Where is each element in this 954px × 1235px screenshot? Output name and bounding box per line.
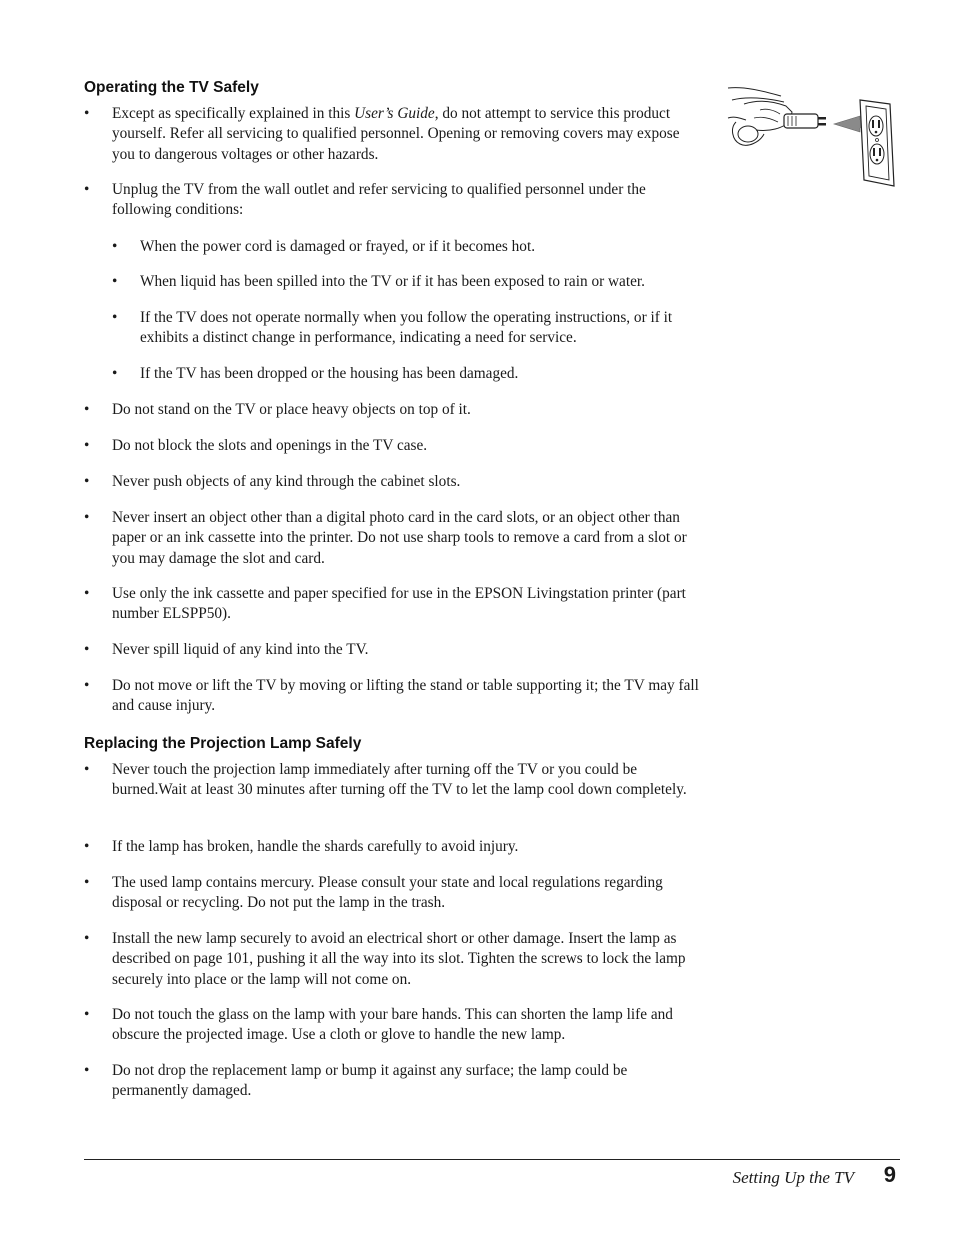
bullet: • bbox=[112, 238, 118, 255]
bullet: • bbox=[84, 641, 90, 658]
list-item-text: The used lamp contains mercury. Please consult your state and local regulations regarding disposal or recycling. Do not put the lamp in the trash. bbox=[112, 874, 663, 912]
list-item bbox=[84, 508, 704, 569]
sub-list-item-text: If the TV does not operate normally when you follow the operating instructions, or if it exhibits a distinct change in performance, indicating a need for service. bbox=[140, 309, 673, 347]
bullet: • bbox=[84, 930, 90, 947]
list-item-text: Do not stand on the TV or place heavy objects on top of it. bbox=[112, 401, 471, 418]
unplug-illustration bbox=[726, 82, 900, 190]
list-item-text: If the lamp has broken, handle the shards carefully to avoid injury. bbox=[112, 838, 519, 855]
bullet: • bbox=[84, 585, 90, 602]
bullet: • bbox=[84, 105, 90, 122]
bullet: • bbox=[84, 1006, 90, 1023]
list-item bbox=[84, 1005, 704, 1046]
sub-list-item-text: When the power cord is damaged or frayed, or if it becomes hot. bbox=[140, 238, 536, 255]
list-item-text: Do not drop the replacement lamp or bump it against any surface; the lamp could be permanently damaged. bbox=[112, 1062, 628, 1100]
list-item bbox=[84, 837, 704, 857]
list-item bbox=[84, 584, 704, 625]
list-item bbox=[84, 760, 704, 801]
bullet: • bbox=[112, 309, 118, 326]
sub-list-item bbox=[112, 364, 704, 384]
list-item-text: Do not touch the glass on the lamp with your bare hands. This can shorten the lamp life and obscure the projected image. Use a cloth or glove to handle the new lamp. bbox=[112, 1006, 673, 1044]
list-item bbox=[84, 676, 704, 717]
bullet: • bbox=[84, 401, 90, 418]
bullet: • bbox=[84, 874, 90, 891]
list-item bbox=[84, 1061, 704, 1102]
list-item-text: Do not block the slots and openings in the TV case. bbox=[112, 437, 428, 454]
list-item bbox=[84, 873, 704, 914]
list-item bbox=[84, 180, 704, 221]
sub-list-item-text: If the TV has been dropped or the housing has been damaged. bbox=[140, 365, 519, 382]
section-heading-lamp: Replacing the Projection Lamp Safely bbox=[84, 735, 362, 752]
bullet: • bbox=[112, 273, 118, 290]
section-heading-operating: Operating the TV Safely bbox=[84, 79, 259, 96]
bullet: • bbox=[112, 365, 118, 382]
list-item bbox=[84, 640, 704, 660]
list-item bbox=[84, 104, 704, 165]
list-item-text: Install the new lamp securely to avoid an electrical short or other damage. Insert the lamp as described on page 101, pushing it all the way into its slot. Tighten the screws to lock the lamp securely into place or the lamp will not come on. bbox=[112, 930, 686, 988]
list-item-text: Unplug the TV from the wall outlet and refer servicing to qualified personnel under the following conditions: bbox=[112, 181, 646, 219]
page-number: 9 bbox=[883, 1162, 896, 1187]
bullet: • bbox=[84, 838, 90, 855]
sub-list-item bbox=[112, 237, 704, 257]
list-item bbox=[84, 929, 704, 990]
sub-list-item-text: When liquid has been spilled into the TV or if it has been exposed to rain or water. bbox=[140, 273, 645, 290]
bullet: • bbox=[84, 761, 90, 778]
footer-divider bbox=[84, 1159, 900, 1160]
list-item-text: Never push objects of any kind through the cabinet slots. bbox=[112, 473, 461, 490]
sub-list-item bbox=[112, 272, 704, 292]
document-title-emphasis: User’s Guide bbox=[354, 105, 435, 122]
list-item bbox=[84, 472, 704, 492]
list-item-text: Never insert an object other than a digital photo card in the card slots, or an object other than paper or an ink cassette into the printer. Do not use sharp tools to remove a card from a slot or you may damage the slot and card. bbox=[112, 509, 687, 567]
bullet: • bbox=[84, 1062, 90, 1079]
bullet: • bbox=[84, 677, 90, 694]
bullet: • bbox=[84, 437, 90, 454]
list-item-text: Use only the ink cassette and paper specified for use in the EPSON Livingstation printer (part number ELSPP50). bbox=[112, 585, 686, 623]
footer-section-title: Setting Up the TV bbox=[732, 1168, 854, 1187]
bullet: • bbox=[84, 473, 90, 490]
bullet: • bbox=[84, 509, 90, 526]
list-item-text bbox=[112, 104, 698, 165]
list-item bbox=[84, 436, 704, 456]
text-segment: Except as specifically explained in this bbox=[112, 105, 355, 122]
list-item bbox=[84, 400, 704, 420]
list-item-text: Do not move or lift the TV by moving or lifting the stand or table supporting it; the TV may fall and cause injury. bbox=[112, 677, 699, 715]
text-segment: , do not attempt to service this product yourself. Refer all servicing to qualified personnel. Opening or removing covers may expose you to dangerous voltages or other hazards. bbox=[112, 105, 680, 163]
list-item-text: Never touch the projection lamp immediately after turning off the TV or you could be burned.Wait at least 30 minutes after turning off the TV to let the lamp cool down completely. bbox=[112, 761, 687, 799]
list-item-text: Never spill liquid of any kind into the TV. bbox=[112, 641, 369, 658]
bullet: • bbox=[84, 181, 90, 198]
sub-list-item bbox=[112, 308, 704, 349]
